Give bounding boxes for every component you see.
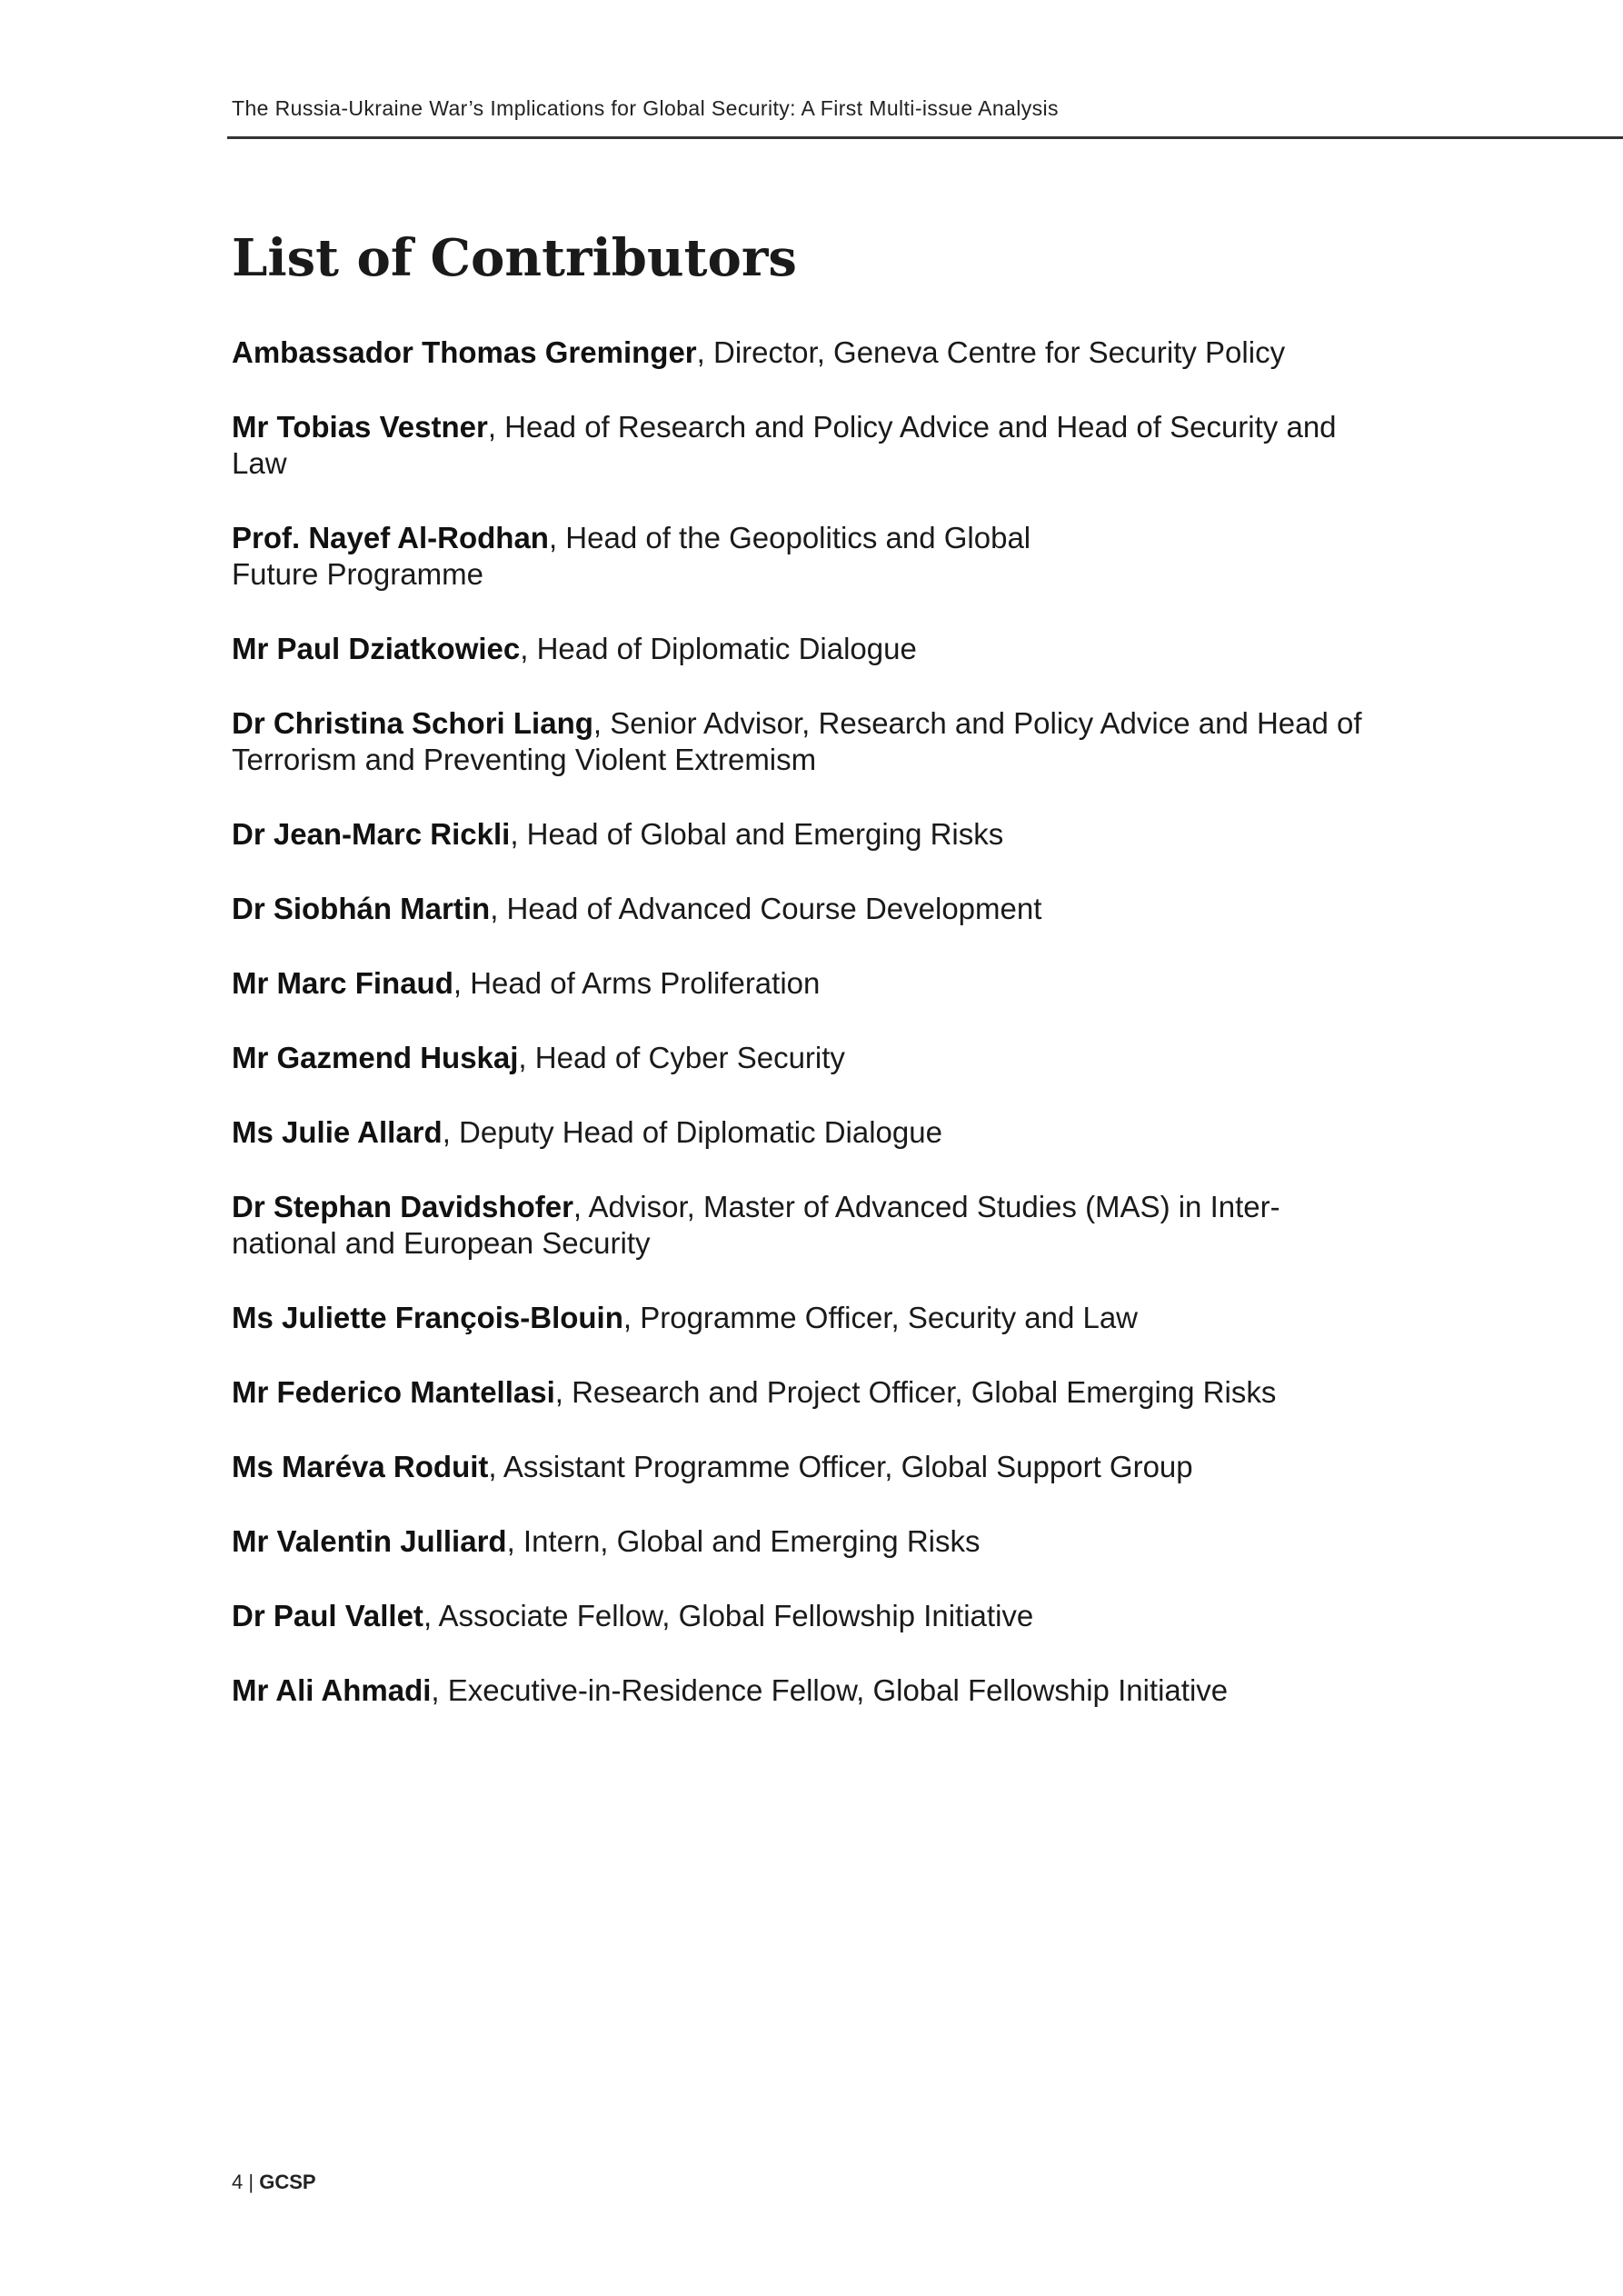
contributor-name: Dr Jean-Marc Rickli [232,817,511,851]
contributor-role: , Head of Diplomatic Dialogue [520,632,917,665]
contributor-name: Ms Julie Allard [232,1115,443,1149]
contributor-entry [232,1040,1377,1076]
contributor-name: Mr Valentin Julliard [232,1524,507,1558]
contributor-entry [232,631,1377,667]
contributor-role: , Head of the Geopolitics and Global [548,521,1031,554]
contributor-role: , Executive-in-Residence Fellow, Global Fellowship Initiative [431,1673,1229,1707]
contributor-role: , Assistant Programme Officer, Global Support Group [488,1450,1193,1483]
running-header: The Russia-Ukraine War’s Implications for Global Security: A First Multi-issue Analysis [232,96,1059,120]
contributor-role: , Associate Fellow, Global Fellowship Initiative [423,1599,1034,1632]
contributor-entry [232,705,1377,778]
contributor-entry [232,1300,1377,1336]
footer-separator: | [248,2171,254,2193]
contributor-role: , Senior Advisor, Research and Policy Advice and Head of Terrorism and Preventing Violent Extremism [232,706,1362,776]
contributor-name: Prof. Nayef Al-Rodhan [232,521,549,554]
contributor-entry [232,1189,1377,1262]
contributor-entry [232,520,1377,593]
contributor-role: , Head of Cyber Security [518,1041,845,1074]
contributor-role: , Advisor, Master of Advanced Studies (MAS) in Inter-national and European Security [232,1190,1280,1260]
contributor-name: Mr Gazmend Huskaj [232,1041,519,1074]
contributor-name: Mr Tobias Vestner [232,410,488,444]
contributor-entry [232,1114,1377,1151]
contributor-role: , Head of Global and Emerging Risks [510,817,1004,851]
contributor-role: , Deputy Head of Diplomatic Dialogue [442,1115,942,1149]
footer-org: GCSP [259,2171,316,2193]
contributor-name: Mr Marc Finaud [232,966,453,1000]
page-footer [232,2171,316,2194]
contributor-entry [232,965,1377,1002]
contributor-name: Mr Federico Mantellasi [232,1375,555,1409]
contributor-name: Dr Christina Schori Liang [232,706,593,740]
contributor-entry [232,409,1377,482]
contributor-role: , Director, Geneva Centre for Security Policy [696,335,1286,369]
contributor-name: Mr Paul Dziatkowiec [232,632,521,665]
contributor-entry [232,891,1377,927]
contributor-role: , Head of Advanced Course Development [490,892,1042,925]
contributor-name: Dr Paul Vallet [232,1599,423,1632]
page-number: 4 [232,2171,244,2193]
contributor-entry [232,1523,1377,1560]
contributor-name: Mr Ali Ahmadi [232,1673,432,1707]
contributor-name: Dr Stephan Davidshofer [232,1190,573,1223]
contributor-role: , Head of Arms Proliferation [453,966,821,1000]
contributor-name: Dr Siobhán Martin [232,892,491,925]
contributor-role: , Head of Research and Policy Advice and Head of Security and Law [232,410,1337,480]
contributor-name: Ms Maréva Roduit [232,1450,489,1483]
contributor-role: , Intern, Global and Emerging Risks [506,1524,981,1558]
contributor-entry [232,816,1377,853]
contributor-role-line2: Future Programme [232,557,483,591]
contributor-name: Ms Juliette François-Blouin [232,1301,623,1334]
header-rule [227,136,1623,139]
contributor-entry [232,334,1377,371]
contributor-role: , Programme Officer, Security and Law [622,1301,1139,1334]
page-title: List of Contributors [232,228,797,288]
contributor-entry [232,1449,1377,1485]
contributor-entry [232,1598,1377,1634]
contributor-entry [232,1374,1377,1411]
contributor-entry [232,1672,1377,1709]
contributor-name: Ambassador Thomas Greminger [232,335,697,369]
contributor-list [232,334,1377,1747]
contributor-role: , Research and Project Officer, Global Emerging Risks [554,1375,1277,1409]
